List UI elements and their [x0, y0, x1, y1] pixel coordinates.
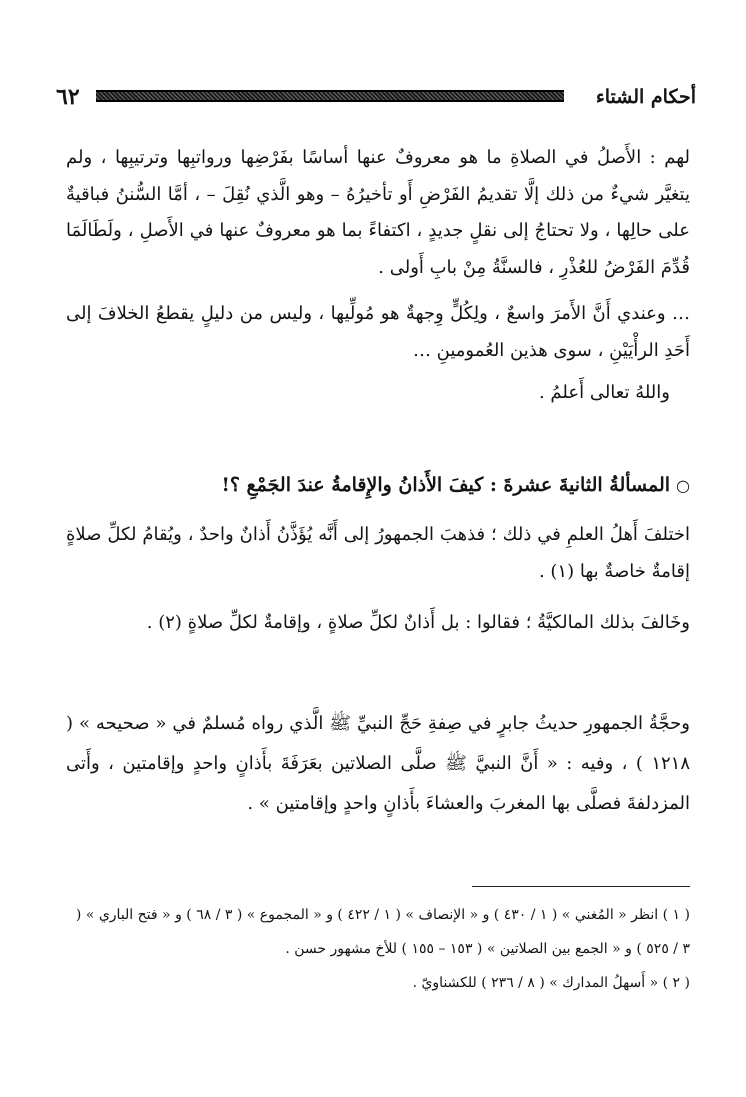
main-text-block-3	[66, 704, 690, 824]
footnote: ( ٢ ) « أَسهلُ المدارك » ( ٨ / ٢٣٦ ) للكشناويّ .	[412, 975, 690, 991]
page-number: ٦٢	[56, 84, 80, 110]
paragraph: وحجَّةُ الجمهورِ حديثُ جابرٍ في صِفةِ حَجِّ النبيِّ ﷺ الَّذي رواه مُسلمٌ في « صحيحه » ( ١٢١٨ ) ، وفيه : « أَنَّ النبيَّ ﷺ صلَّى الصلاتين بعَرَفَةَ بأَذانٍ واحدٍ وإقامتين ، وأَتى المزدلفةَ فصلَّى بها المغربَ والعشاءَ بأَذانٍ واحدٍ وإقامتين » .	[66, 713, 690, 814]
running-title: أحكام الشتاء	[595, 86, 696, 108]
paragraph: وخَالفَ بذلك المالكيَّةُ ؛ فقالوا : بل أَذانٌ لكلِّ صلاةٍ ، وإقامةٌ لكلِّ صلاةٍ (٢) .	[146, 612, 690, 633]
section-marker-icon: ○	[676, 476, 690, 495]
page-header	[56, 84, 696, 112]
footnotes	[66, 898, 690, 1000]
paragraph: لهم : الأَصلُ في الصلاةِ ما هو معروفٌ عنها أساسًا بفَرْضِها ورواتبِها وترتيبِها ، ولم يتغيَّر شيءٌ من ذلك إلَّا تقديمُ الفَرْضِ أَو تأخيرُهُ – وهو الَّذي نُقِلَ – ، أمَّا السُّننُ فباقيةٌ على حالِها ، ولا تحتاجُ إلى نقلٍ جديدٍ ، اكتفاءً بما هو معروفٌ عنها في الأَصلِ ، ولَطَالَمَا قُدِّمَ الفَرْضُ للعُذْرِ ، فالسنَّةُ مِنْ بابِ أَولى .	[66, 147, 690, 278]
section-heading	[66, 467, 690, 504]
footnote: ( ١ ) انظر « المُغني » ( ١ / ٤٣٠ ) و « الإنصاف » ( ١ / ٤٢٢ ) و « المجموع » ( ٣ / ٦٨ ) و « فتح الباري » ( ٣ / ٥٢٥ ) و « الجمع بين الصلاتين » ( ١٥٣ – ١٥٥ ) للأخ مشهور حسن .	[75, 907, 690, 957]
paragraph: … وعندي أَنَّ الأَمرَ واسعٌ ، ولِكُلٍّ وِجهةٌ هو مُولِّيها ، وليس من دليلٍ يقطعُ الخلافَ إلى أَحَدِ الرأْيَيْنِ ، سوى هذين العُمومينِ …	[66, 303, 690, 361]
section-heading-text: المسألةُ الثانيةَ عشرةَ : كيفَ الأَذانُ والإِقامةُ عندَ الجَمْعِ ؟!	[221, 474, 671, 496]
paragraph: واللهُ تعالى أَعلمُ .	[538, 382, 670, 403]
main-text-block-1	[66, 140, 690, 412]
main-text-block-2	[66, 516, 690, 641]
paragraph: اختلفَ أَهلُ العلمِ في ذلك ؛ فذهبَ الجمهورُ إلى أَنَّه يُؤَذَّنُ أَذانٌ واحدٌ ، ويُقامُ لكلِّ صلاةٍ إقامةٌ خاصةٌ بها (١) .	[66, 524, 690, 582]
footnote-separator	[472, 886, 690, 887]
header-rule	[96, 90, 564, 102]
